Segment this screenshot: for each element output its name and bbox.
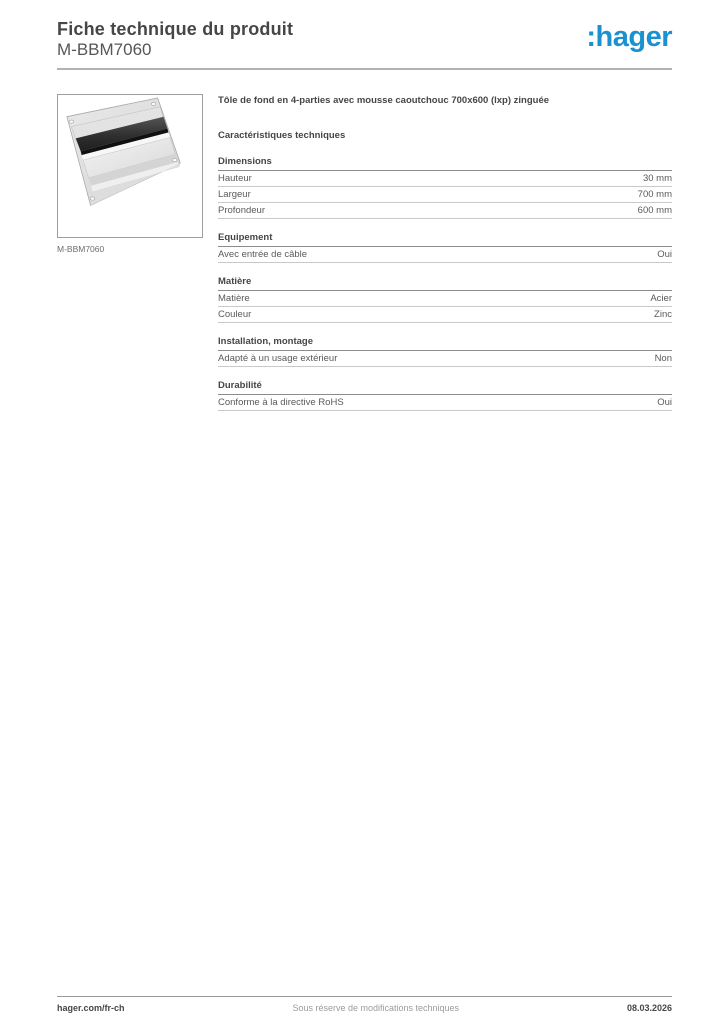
spec-section: [218, 380, 672, 411]
hager-logo: :hager: [586, 21, 672, 53]
spec-section-title: Durabilité: [218, 380, 672, 395]
characteristics-heading: Caractéristiques techniques: [218, 130, 346, 141]
spec-section: [218, 156, 672, 219]
header-titles: [57, 19, 293, 60]
spec-section-title: Dimensions: [218, 156, 672, 171]
spec-value: Oui: [657, 249, 672, 260]
header: [0, 0, 724, 60]
spec-row: [218, 307, 672, 323]
spec-row: [218, 247, 672, 263]
main-content: [57, 94, 672, 424]
spec-row: [218, 351, 672, 367]
footer-divider: [57, 996, 672, 997]
spec-label: Conforme à la directive RoHS: [218, 397, 344, 408]
spec-label: Hauteur: [218, 173, 252, 184]
footer-date: 08.03.2026: [626, 1003, 672, 1013]
spec-section-title: Matière: [218, 276, 672, 291]
spec-value: Non: [654, 353, 672, 364]
header-divider: [57, 68, 672, 70]
spec-section-title: Equipement: [218, 232, 672, 247]
spec-label: Avec entrée de câble: [218, 249, 308, 260]
spec-value: Zinc: [654, 309, 672, 320]
spec-label: Couleur: [218, 309, 252, 320]
footer-row: [57, 1003, 672, 1013]
footer-disclaimer: Sous réserve de modifications techniques: [292, 1003, 460, 1013]
product-image-column: [57, 94, 203, 424]
spec-section: [218, 336, 672, 367]
spec-row: [218, 171, 672, 187]
spec-section: [218, 276, 672, 323]
spec-label: Adapté à un usage extérieur: [218, 353, 338, 364]
spec-row: [218, 187, 672, 203]
spec-value: Acier: [650, 293, 672, 304]
page-title: Fiche technique du produit: [57, 19, 294, 39]
spec-label: Profondeur: [218, 205, 266, 216]
product-image-caption: M-BBM7060: [57, 244, 105, 254]
spec-value: 700 mm: [637, 189, 672, 200]
spec-value: 600 mm: [637, 205, 672, 216]
spec-label: Matière: [218, 293, 250, 304]
footer: [57, 996, 672, 1013]
spec-value: 30 mm: [642, 173, 672, 184]
product-description: Tôle de fond en 4-parties avec mousse caoutchouc 700x600 (lxp) zinguée: [218, 95, 550, 106]
spec-label: Largeur: [218, 189, 251, 200]
spec-row: [218, 291, 672, 307]
spec-sections: [218, 156, 672, 411]
product-image: [57, 94, 203, 238]
spec-section: [218, 232, 672, 263]
footer-website: hager.com/fr-ch: [57, 1003, 125, 1013]
spec-row: [218, 395, 672, 411]
base-plate-illustration: [58, 95, 202, 237]
spec-column: [218, 94, 672, 424]
spec-value: Oui: [657, 397, 672, 408]
spec-section-title: Installation, montage: [218, 336, 672, 351]
spec-row: [218, 203, 672, 219]
product-code: M-BBM7060: [57, 40, 152, 59]
